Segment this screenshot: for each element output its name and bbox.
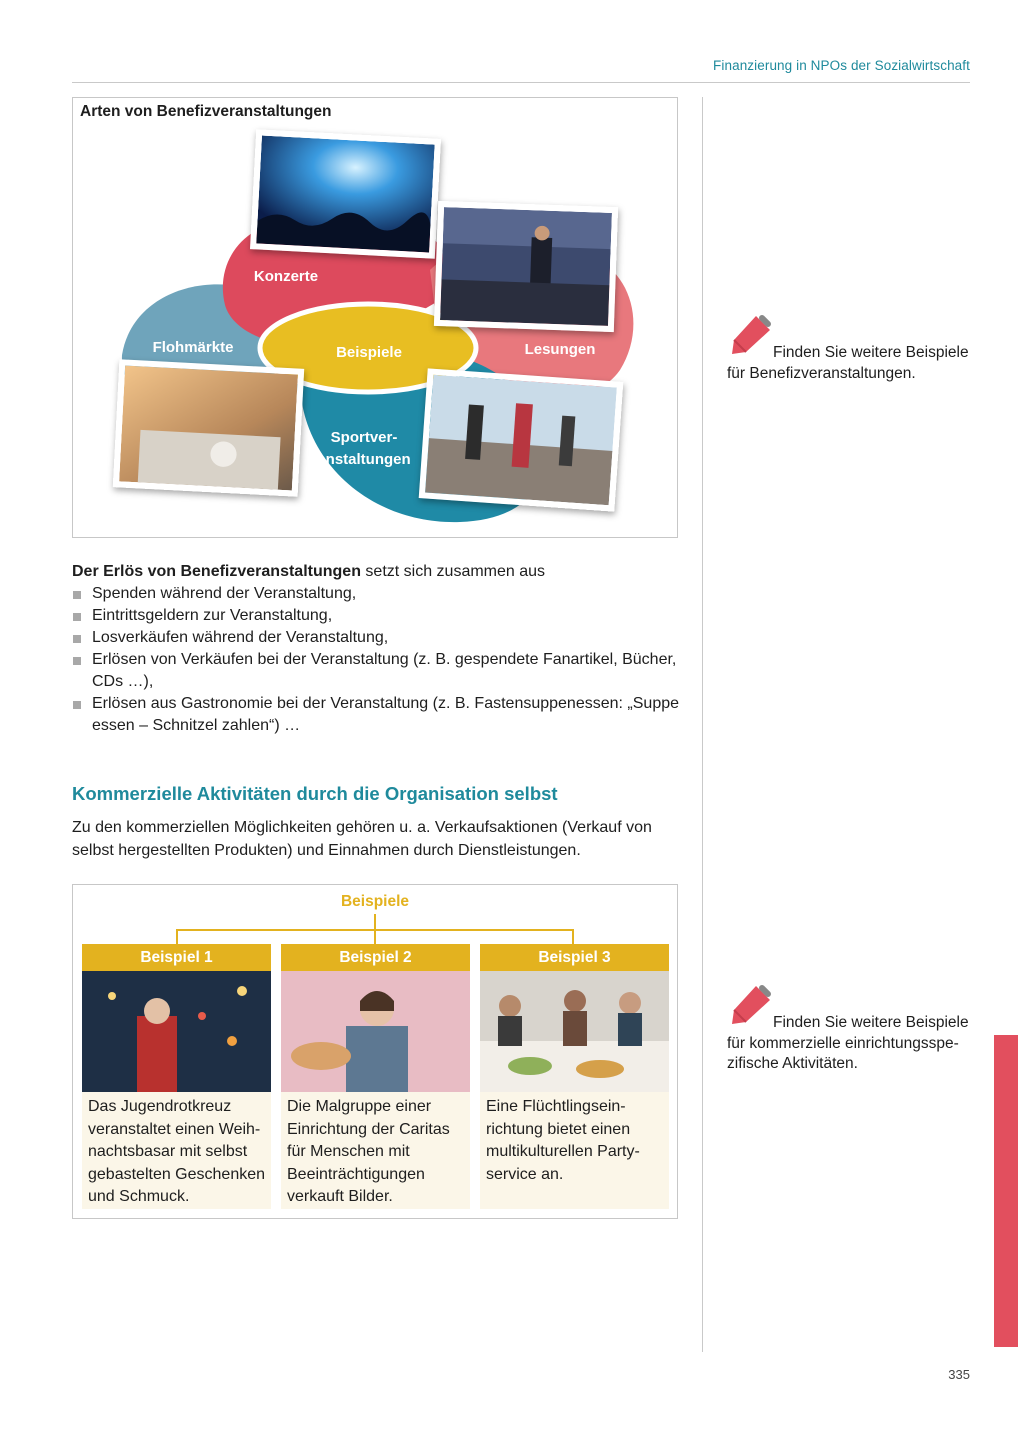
sidebar-note-1: Finden Sie weitere Beispiele für Benefizveranstaltungen. — [727, 344, 969, 382]
label-sport — [303, 427, 425, 471]
label-sport-line1: Sportver- — [330, 429, 398, 446]
example-2-header: Beispiel 2 — [281, 944, 470, 971]
list-item-text: Eintrittsgeldern zur Veranstaltung, — [92, 607, 333, 624]
erloes-list — [72, 583, 684, 737]
label-center: Beispiele — [336, 344, 402, 361]
list-item-text: Erlösen aus Gastronomie bei der Veranstaltung (z. B. Fastensuppenessen: „Suppe essen – Schnitzel zahlen“) … — [92, 695, 680, 734]
photo-concert — [250, 129, 441, 259]
photo-fleamarket — [113, 359, 304, 497]
list-item-text: Losverkäufen während der Veranstaltung, — [92, 629, 389, 646]
bullet-icon — [73, 613, 81, 621]
bullet-icon — [73, 701, 81, 709]
margin-divider — [702, 97, 703, 1352]
bullet-icon — [73, 635, 81, 643]
running-header: Finanzierung in NPOs der Sozialwirtschaft — [713, 58, 970, 73]
example-2-photo — [281, 971, 470, 1092]
diagram-title: Arten von Benefizveranstaltungen — [80, 103, 332, 120]
photo-sports — [419, 368, 624, 511]
example-3-photo — [480, 971, 669, 1092]
label-sport-line2: anstaltungen — [317, 451, 411, 468]
list-item — [72, 605, 684, 627]
bullet-icon — [73, 591, 81, 599]
list-item — [72, 649, 680, 693]
erloes-intro-rest: setzt sich zusammen aus — [360, 563, 546, 580]
example-2-text: Die Malgruppe einer Einrichtung der Caritas für Menschen mit Beeinträchtigungen verkauft Bilder. — [281, 1092, 470, 1209]
tree-branch — [176, 929, 574, 931]
header-divider — [72, 82, 970, 83]
chapter-tab — [994, 1035, 1018, 1347]
examples-title: Beispiele — [340, 893, 410, 910]
list-item — [72, 583, 684, 605]
list-item — [72, 627, 684, 649]
example-3-text: Eine Flüchtlingseinrichtung bietet einen multikulturellen Partyservice an. — [480, 1092, 669, 1209]
tree-drop-3 — [572, 929, 574, 944]
label-flohmaerkte: Flohmärkte — [152, 339, 234, 356]
label-konzerte: Konzerte — [253, 268, 319, 285]
example-1-text: Das Jugendrotkreuz veranstaltet einen Weihnachtsbasar mit selbst gebastelten Geschenken und Schmuck. — [82, 1092, 271, 1209]
sidebar-note-2: Finden Sie weitere Beispiele für kommerzielle einrichtungsspezifische Aktivitäten. — [727, 1014, 969, 1072]
page-number: 335 — [948, 1367, 970, 1382]
example-1-photo — [82, 971, 271, 1092]
label-lesungen: Lesungen — [524, 341, 596, 358]
list-item — [72, 693, 680, 737]
list-item-text: Erlösen von Verkäufen bei der Veranstaltung (z. B. gespendete Fanartikel, Bücher, CDs …), — [92, 651, 677, 690]
section-paragraph: Zu den kommerziellen Möglichkeiten gehören u. a. Verkaufsaktionen (Verkauf von selbst hergestellten Produkten) und Einnahmen durch Dienstleistungen. — [72, 819, 652, 859]
section-heading: Kommerzielle Aktivitäten durch die Organisation selbst — [72, 783, 558, 804]
example-3-header: Beispiel 3 — [480, 944, 669, 971]
bullet-icon — [73, 657, 81, 665]
example-1-header: Beispiel 1 — [82, 944, 271, 971]
erloes-intro — [72, 561, 545, 583]
tree-drop-1 — [176, 929, 178, 944]
photo-reading — [434, 201, 618, 332]
list-item-text: Spenden während der Veranstaltung, — [92, 585, 357, 602]
erloes-intro-bold: Der Erlös von Benefizveranstaltungen — [72, 563, 361, 580]
